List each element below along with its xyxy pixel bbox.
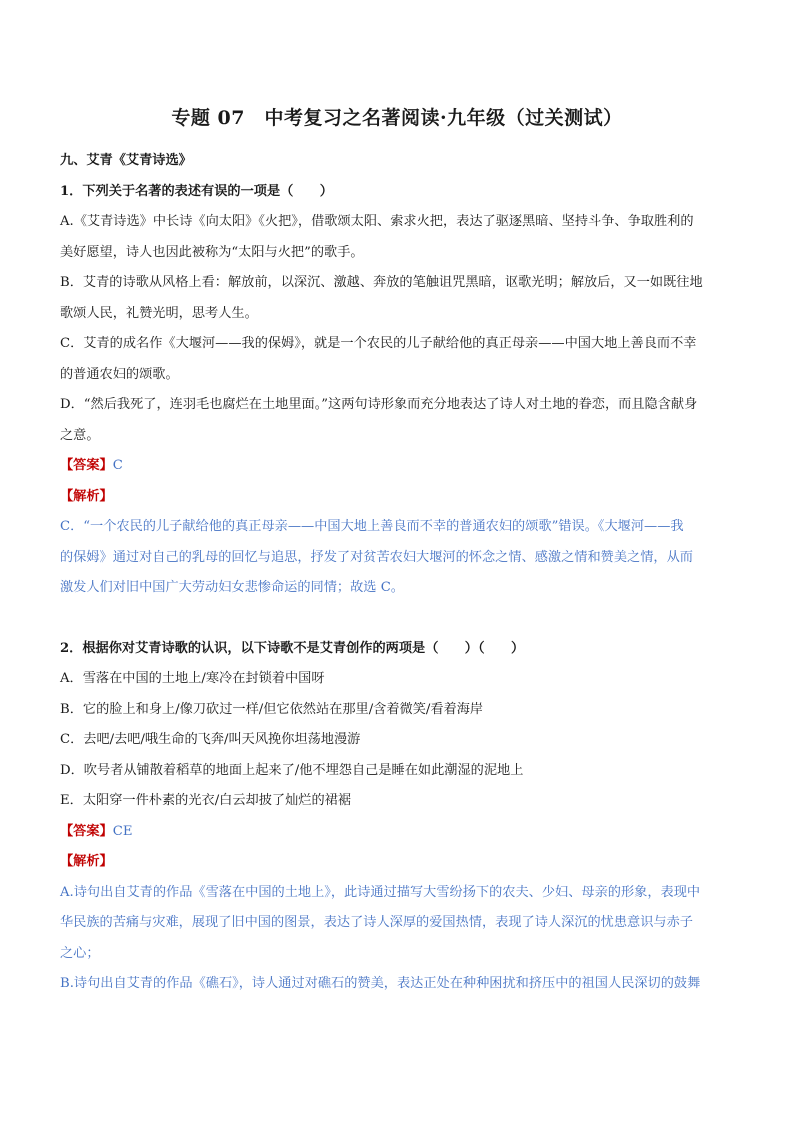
q1-analysis-line-3: 激发人们对旧中国广大劳动妇女悲惨命运的同情；故选 C。	[60, 580, 404, 595]
q2-analysis-line-1: A.诗句出自艾青的作品《雪落在中国的土地上》，此诗通过描写大雪纷扬下的农夫、少妇、母亲的形象，表现中	[60, 884, 701, 900]
q1-analysis-line-1: C．“一个农民的儿子献给他的真正母亲——中国大地上善良而不幸的普通农妇的颂歌”错误。《大堰河——我	[60, 519, 684, 534]
q1-analysis-label: 【解析】	[60, 488, 113, 504]
q2-option-a: A．雪落在中国的土地上/寒冷在封锁着中国呀	[60, 671, 325, 686]
q2-option-c: C．去吧/去吧/哦生命的飞奔/叫天风挽你坦荡地漫游	[60, 732, 361, 747]
q1-option-c-cont: 的普通农妇的颂歌。	[60, 366, 179, 382]
q1-option-a-cont: 美好愿望，诗人也因此被称为“太阳与火把”的歌手。	[60, 244, 364, 260]
q2-analysis-line-3: 之心；	[60, 945, 100, 961]
q2-answer	[60, 817, 736, 848]
q1-option-a: A.《艾青诗选》中长诗《向太阳》《火把》，借歌颂太阳、索求火把，表达了驱逐黑暗、坚持斗争、争取胜利的	[60, 214, 694, 229]
q2-analysis-label: 【解析】	[60, 854, 113, 869]
q2-option-e: E．太阳穿一件朴素的光衣/白云却披了灿烂的裙裾	[60, 793, 352, 808]
question-spacer	[60, 604, 736, 634]
q1-option-b: B．艾青的诗歌从风格上看：解放前，以深沉、激越、奔放的笔触诅咒黑暗，讴歌光明；解放后，又一如既往地	[60, 275, 703, 290]
q2-analysis-line-4: B.诗句出自艾青的作品《礁石》，诗人通过对礁石的赞美，表达正处在种种困扰和挤压中的祖国人民深切的鼓舞	[60, 976, 701, 991]
page-title: 专题 07 中考复习之名著阅读·九年级（过关测试）	[171, 107, 623, 129]
q1-option-d: D．“然后我死了，连羽毛也腐烂在土地里面。”这两句诗形象而充分地表达了诗人对土地的眷恋，而且隐含献身	[60, 397, 698, 412]
q2-option-b: B．它的脸上和身上/像刀砍过一样/但它依然站在那里/含着微笑/看着海岸	[60, 701, 484, 717]
question-2-stem: 2．根据你对艾青诗歌的认识，以下诗歌不是艾青创作的两项是（ ）（ ）	[60, 640, 525, 656]
q1-option-b-cont: 歌颂人民，礼赞光明，思考人生。	[60, 305, 258, 321]
q1-option-c: C．艾青的成名作《大堰河——我的保姆》，就是一个农民的儿子献给他的真正母亲——中国大地上善良而不幸	[60, 336, 697, 351]
q1-answer	[60, 451, 736, 482]
answer-value: CE	[112, 823, 133, 839]
document-body	[60, 146, 736, 1000]
q1-analysis-line-2: 的保姆》通过对自己的乳母的回忆与追思，抒发了对贫苦农妇大堰河的怀念之情、感激之情和赞美之情，从而	[60, 549, 693, 565]
answer-label: 【答案】	[60, 458, 113, 473]
answer-label: 【答案】	[60, 823, 113, 839]
answer-value: C	[112, 458, 123, 473]
q2-analysis-line-2: 华民族的苦痛与灾难，展现了旧中国的图景，表达了诗人深厚的爱国热情，表现了诗人深沉的忧患意识与赤子	[60, 915, 693, 930]
q2-option-d: D．吹号者从铺散着稻草的地面上起来了/他不埋怨自己是睡在如此潮湿的泥地上	[60, 762, 524, 778]
section-heading: 九、艾青《艾青诗选》	[60, 153, 192, 168]
question-1-stem: 1．下列关于名著的表述有误的一项是（ ）	[60, 183, 333, 199]
q1-option-d-cont: 之意。	[60, 427, 100, 443]
